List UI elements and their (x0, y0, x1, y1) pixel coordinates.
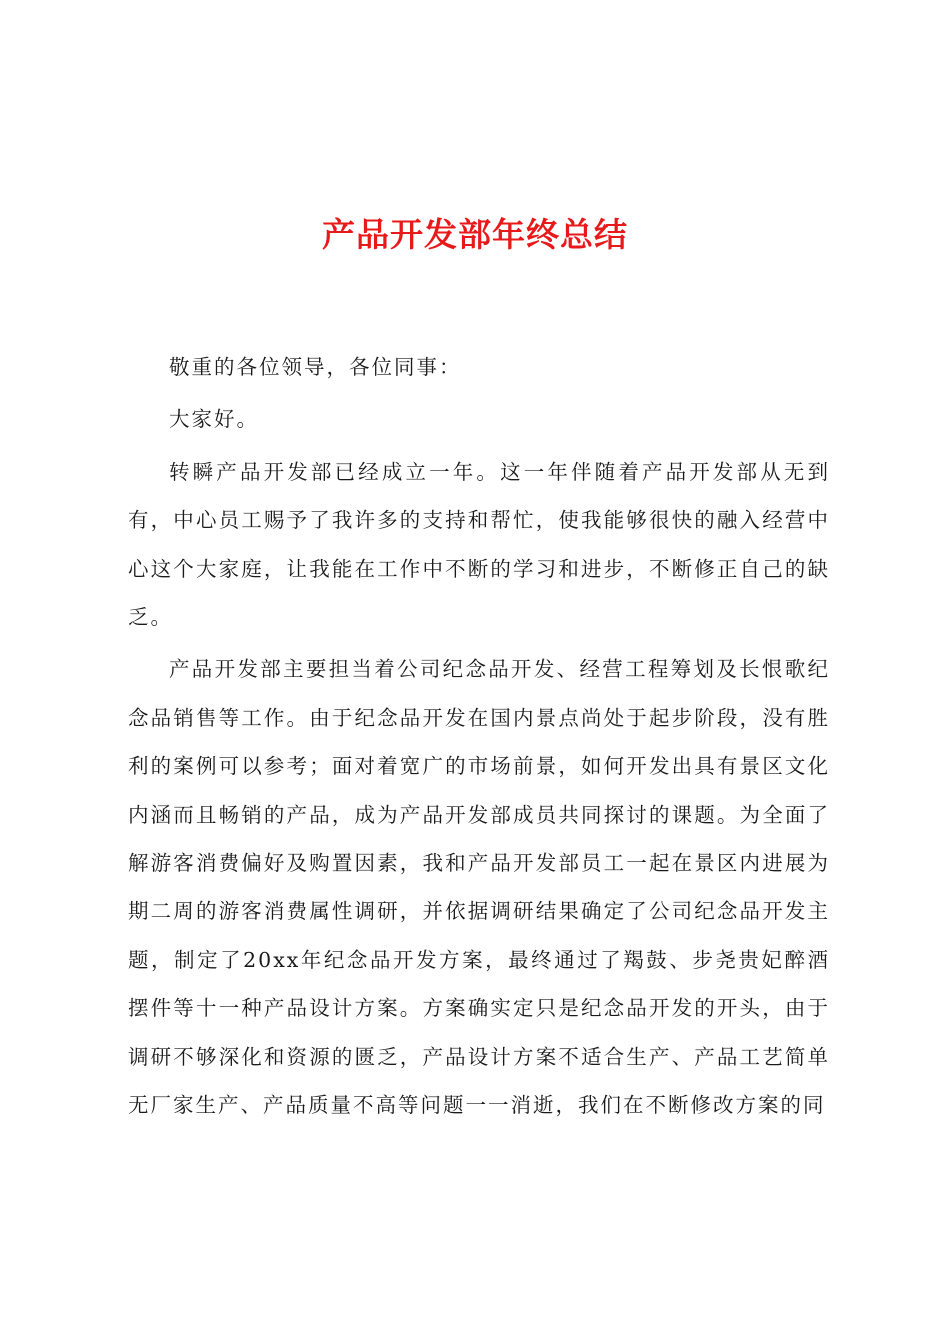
document-body (128, 343, 830, 1130)
paragraph: 产品开发部主要担当着公司纪念品开发、经营工程筹划及长恨歌纪念品销售等工作。由于纪念品开发在国内景点尚处于起步阶段，没有胜利的案例可以参考；面对着宽广的市场前景，如何开发出具有景区文化内涵而且畅销的产品，成为产品开发部成员共同探讨的课题。为全面了解游客消费偏好及购置因素，我和产品开发部员工一起在景区内进展为期二周的游客消费属性调研，并依据调研结果确定了公司纪念品开发主题，制定了20xx年纪念品开发方案，最终通过了羯鼓、步尧贵妃醉酒摆件等十一种产品设计方案。方案确实定只是纪念品开发的开头，由于调研不够深化和资源的匮乏，产品设计方案不适合生产、产品工艺简单无厂家生产、产品质量不高等问题一一消逝，我们在不断修改方案的同 (128, 657, 830, 1118)
greeting: 大家好。 (169, 407, 259, 432)
salutation: 敬重的各位领导，各位同事： (169, 355, 462, 379)
document-title: 产品开发部年终总结 (322, 215, 628, 254)
paragraph: 转瞬产品开发部已经成立一年。这一年伴随着产品开发部从无到有，中心员工赐予了我许多的支持和帮忙，使我能够很快的融入经营中心这个大家庭，让我能在工作中不断的学习和进步，不断修正自己的缺乏。 (128, 459, 830, 630)
